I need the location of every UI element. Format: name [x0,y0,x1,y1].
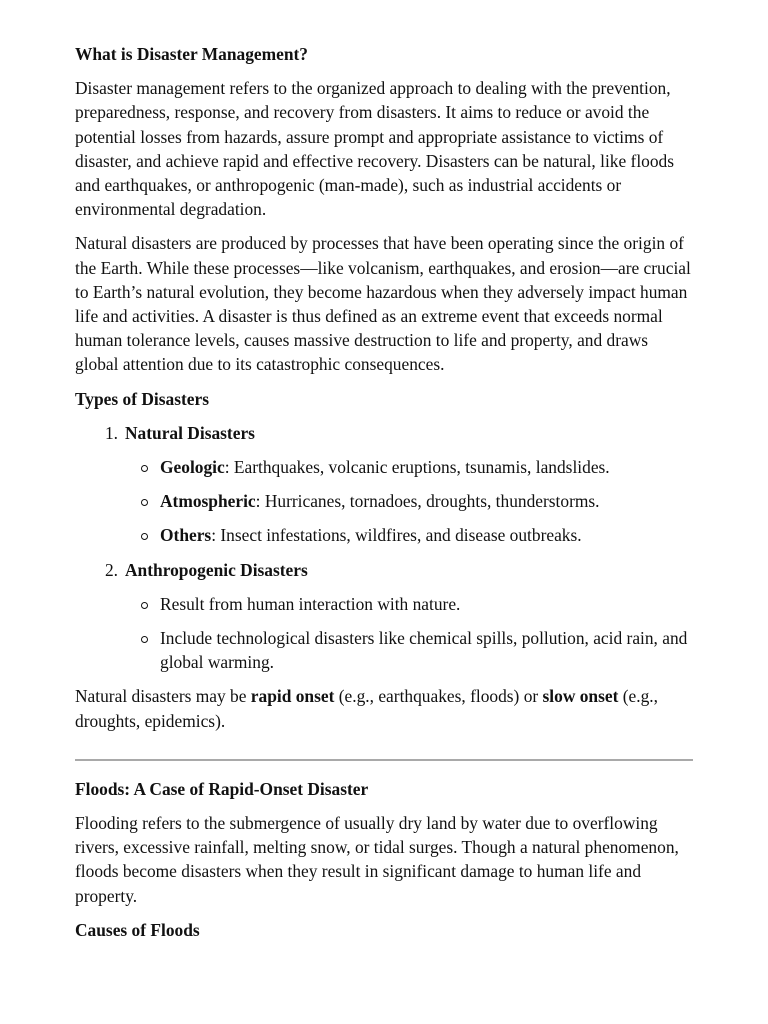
sub-item-term: Atmospheric [160,491,256,512]
list-item-label: Natural Disasters [125,422,255,443]
circle-bullet-icon [75,489,160,513]
natural-disasters-sublist [75,455,693,548]
paragraph-onset: Natural disasters may be rapid onset (e.g., earthquakes, floods) or slow onset (e.g., droughts, epidemics). [75,686,658,731]
disaster-types-list [75,421,693,675]
sub-item-text: : Hurricanes, tornadoes, droughts, thunderstorms. [255,491,600,512]
heading-what-is-disaster-management: What is Disaster Management? [75,44,308,64]
heading-causes-of-floods: Causes of Floods [75,919,200,940]
list-item-label: Anthropogenic Disasters [125,559,308,580]
circle-bullet-icon [75,626,160,674]
document-body [75,42,693,942]
circle-bullet-icon [75,523,160,547]
sub-item-others [75,523,693,547]
sub-item-technological [75,626,693,674]
sub-item-term: Geologic [160,457,225,478]
list-item-anthropogenic-disasters [75,558,693,675]
sub-item-human-interaction [75,592,693,616]
paragraph-flooding-definition: Flooding refers to the submergence of usually dry land by water due to overflowing rivers, excessive rainfall, melting snow, or tidal surges. Though a natural phenomenon, floods become disasters when they result in significant damage to human life and property. [75,813,679,906]
sub-item-text: : Insect infestations, wildfires, and disease outbreaks. [211,525,582,546]
sub-item-text: Result from human interaction with nature. [160,593,461,614]
sub-item-geologic [75,455,693,479]
horizontal-divider [75,759,693,761]
list-number: 2. [104,559,118,580]
list-item-natural-disasters [75,421,693,548]
anthropogenic-disasters-sublist [75,592,693,675]
sub-item-text: : Earthquakes, volcanic eruptions, tsunamis, landslides. [224,457,610,478]
sub-item-term: Others [160,525,212,546]
paragraph-definition: Disaster management refers to the organized approach to dealing with the prevention, preparedness, response, and recovery from disasters. It aims to reduce or avoid the potential losses from hazards, assure prompt and appropriate assistance to victims of disaster, and achieve rapid and effective recovery. Disasters can be natural, like floods and earthquakes, or anthropogenic (man-made), such as industrial accidents or environmental degradation. [75,78,675,220]
sub-item-atmospheric [75,489,693,513]
list-number: 1. [104,422,118,443]
sub-item-text: Include technological disasters like chemical spills, pollution, acid rain, and global warming. [160,628,688,673]
paragraph-natural-processes: Natural disasters are produced by processes that have been operating since the origin of the Earth. While these processes—like volcanism, earthquakes, and erosion—are crucial to Earth’s natural evolution, they become hazardous when they adversely impact human life and activities. A disaster is thus defined as an extreme event that exceeds normal human tolerance levels, causes massive destruction to life and property, and draws global attention due to its catastrophic consequences. [75,233,691,375]
heading-floods: Floods: A Case of Rapid-Onset Disaster [75,778,369,799]
circle-bullet-icon [75,455,160,479]
term-rapid-onset: rapid onset [250,686,335,707]
heading-types-of-disasters: Types of Disasters [75,388,209,409]
term-slow-onset: slow onset [542,686,619,707]
circle-bullet-icon [75,592,160,616]
